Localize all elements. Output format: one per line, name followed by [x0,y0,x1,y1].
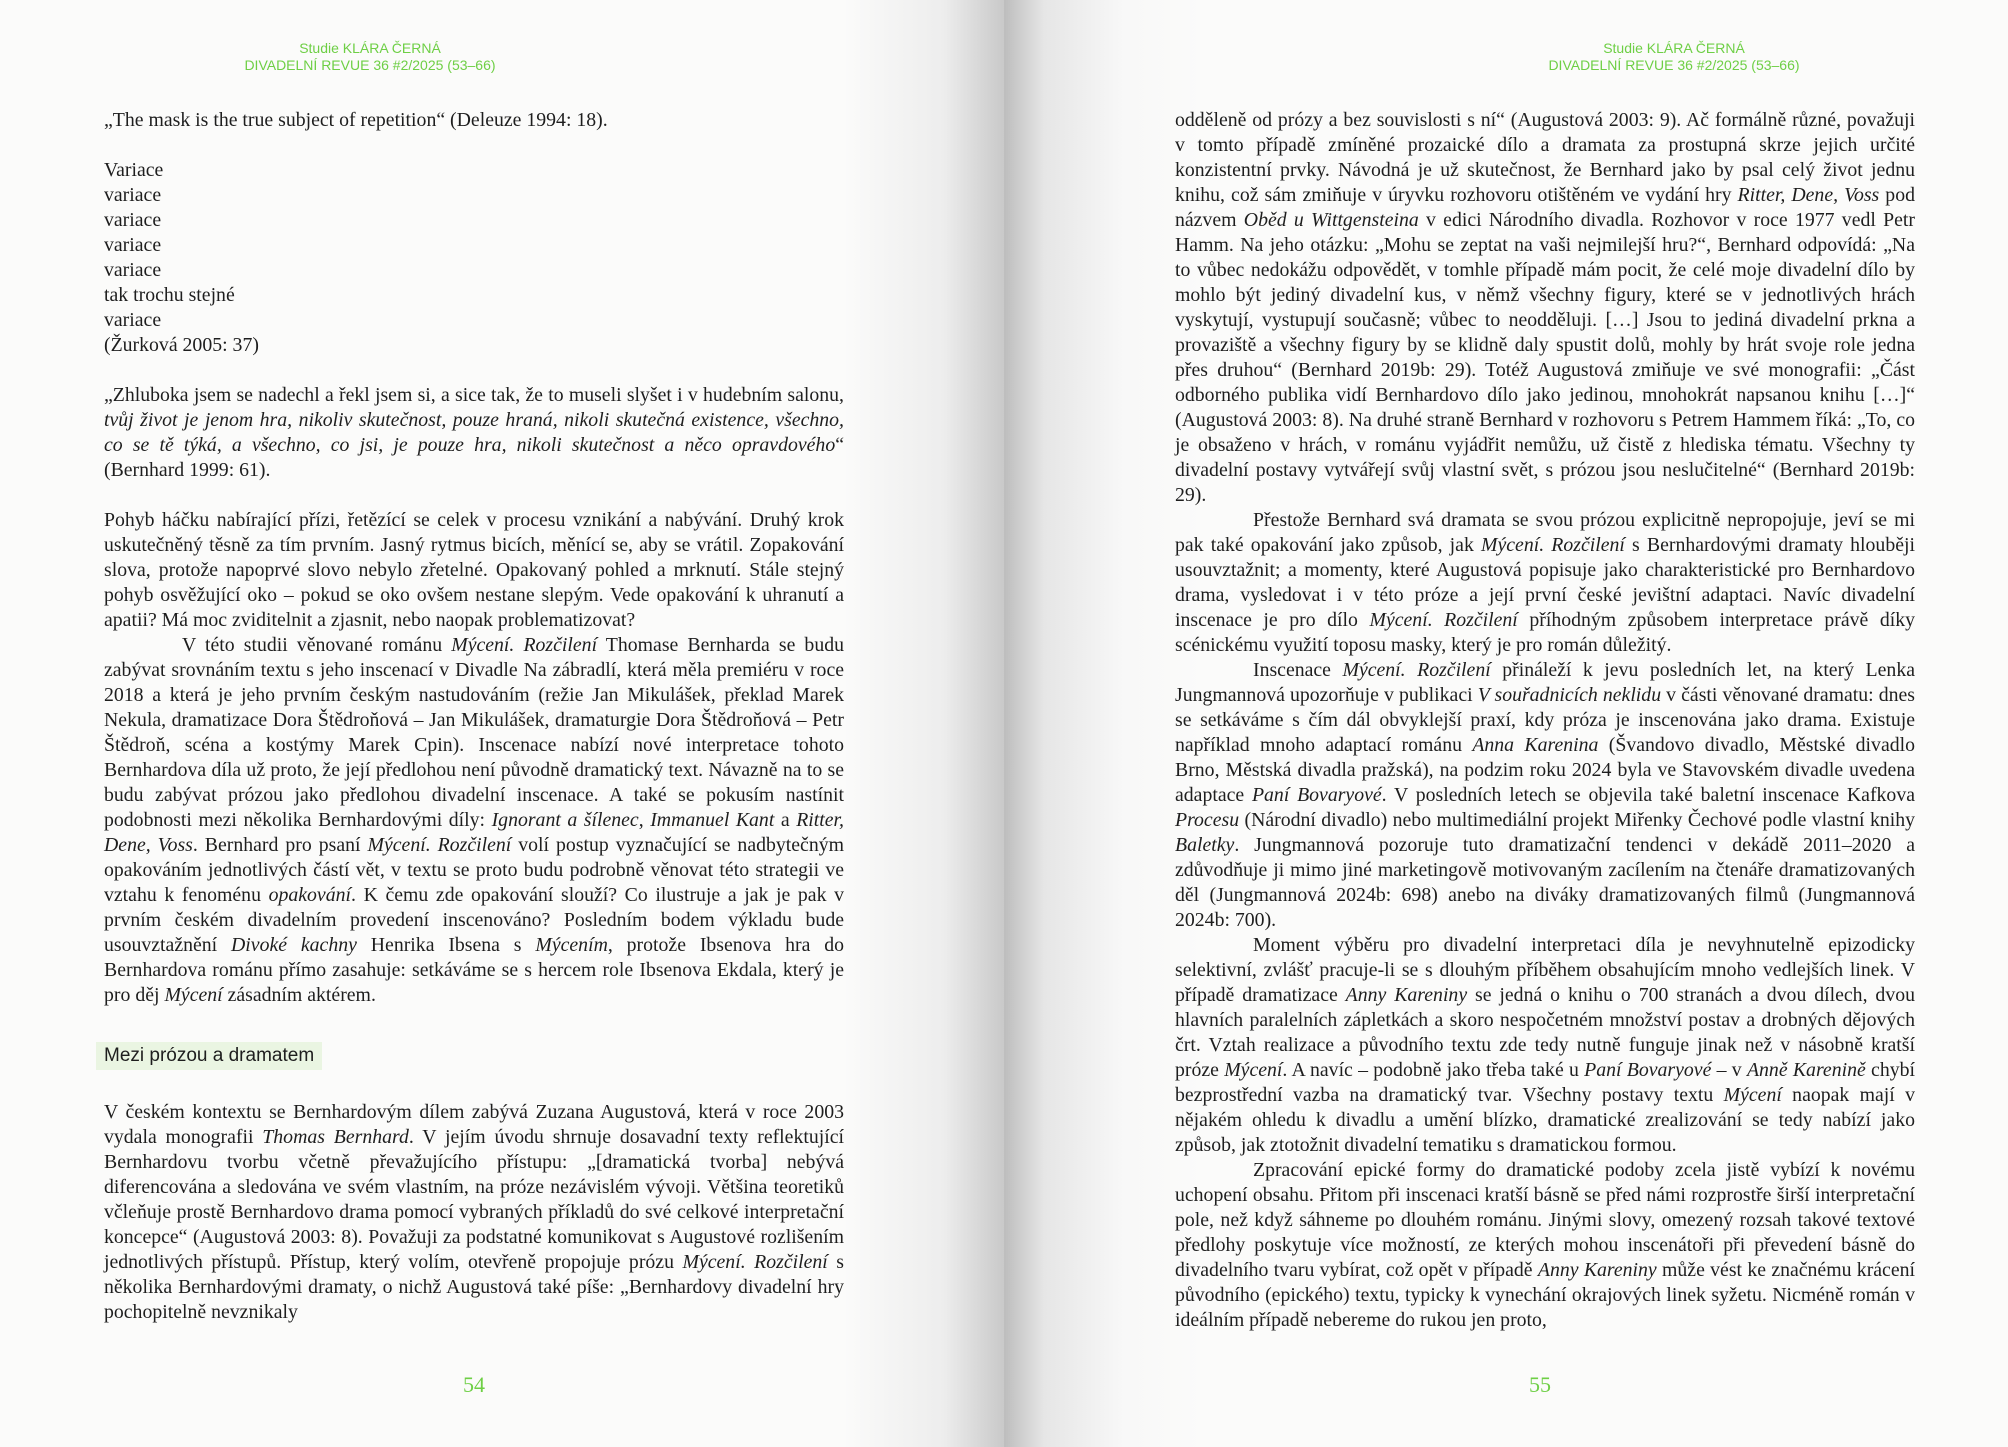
paragraph: Přestože Bernhard svá dramata se svou prózou explicitně nepropojuje, jeví se mi pak také opakování jako způsob, jak Mýcení. Rozčilení s Bernhardovými dramaty hlouběji usouvztažnit; a momenty, které Augustová popisuje jako charakteristické pro Bernhardovo drama, vysledovat i v této próze a její první české jevištní adaptaci. Navíc divadelní inscenace je pro dílo Mýcení. Rozčilení příhodným způsobem interpretace právě díky scénickému využití toposu masky, který je pro román důležitý. [1175,509,1915,656]
paragraph: V této studii věnované románu Mýcení. Rozčilení Thomase Bernharda se budu zabývat srovnáním textu s jeho inscenací v Divadle Na zábradlí, která měla premiéru v roce 2018 a která je jeho prvním českým nastudováním (režie Jan Mikulášek, překlad Marek Nekula, dramatizace Dora Štědroňová – Jan Mikulášek, dramaturgie Dora Štědroňová – Petr Štědroň, scéna a kostýmy Marek Cpin). Inscenace nabízí nové interpretace tohoto Bernhardova díla už proto, že její předlohou není původně dramatický text. Návazně na to se budu zabývat prózou jako předlohou divadelní inscenace. A také se pokusím nastínit podobnosti mezi několika Bernhardovými díly: Ignorant a šílenec, Immanuel Kant a Ritter, Dene, Voss. Bernhard pro psaní Mýcení. Rozčilení volí postup vyznačující se nadbytečným opakováním jednotlivých částí vět, v textu se proto budu podrobně věnovat této strategii ve vztahu k fenoménu opakování. K čemu zde opakování slouží? Co ilustruje a jak je pak v prvním českém divadelním provedení inscenováno? Posledním bodem výkladu bude usouvztažnění Divoké kachny Henrika Ibsena s Mýcením, protože Ibsenova hra do Bernhardova románu přímo zasahuje: setkáváme se s hercem role Ibsenova Ekdala, který je pro děj Mýcení zásadním aktérem. [104,634,844,1006]
page-number: 55 [1529,1372,1551,1397]
left-text-column [104,108,844,1325]
verse-line: variace [104,184,162,206]
paragraph: odděleně od prózy a bez souvislosti s ní“ (Augustová 2003: 9). Ač formálně různé, považuji v tomto případě zmíněné prozaické dílo a dramata za prostupná skrze jejich určité konzistentní prvky. Návodná je už skutečnost, že Bernhard jako by psal celý život jednu knihu, což sám zmiňuje v úryvku rozhovoru otištěném ve vydání hry Ritter, Dene, Voss pod názvem Oběd u Wittgensteina v edici Národního divadla. Rozhovor v roce 1977 vedl Petr Hamm. Na jeho otázku: „Mohu se zeptat na vaši nejmilejší hru?“, Bernhard odpovídá: „Na to vůbec nedokážu odpovědět, v tomhle případě mám pocit, že celé moje divadelní dílo by mohlo být jediný divadelní kus, v němž všechny figury, které se v jednotlivých hrách vyskytují, vystupují současně; vůbec to neodděluji. […] Jsou to jediná divadelní prkna a provaziště a všechny figury by se klidně daly spustit dolů, mohly by hrát svoje role jedna přes druhou“ (Bernhard 2019b: 29). Totéž Augustová zmiňuje ve své monografii: „Část odborného publika vidí Bernhardovo dílo jako jedinou, mnohokrát napsanou knihu […]“ (Augustová 2003: 8). Na druhé straně Bernhard v rozhovoru s Petrem Hammem říká: „To, co je obsaženo v hrách, v románu vyjádřit nemůžu, už čistě z hlediska tématu. Všechny ty divadelní postavy vytvářejí svůj vlastní svět, s prózou jsou neslučitelné“ (Bernhard 2019b: 29). [1175,109,1915,506]
paragraph: V českém kontextu se Bernhardovým dílem zabývá Zuzana Augustová, která v roce 2003 vydala monografii Thomas Bernhard. V jejím úvodu shrnuje dosavadní texty reflektující Bernhardovu tvorbu včetně převažujícího přístupu: „[dramatická tvorba] nebývá diferencována a sledována ve svém vlastním, na próze nezávislém vývoji. Většina teoretiků včleňuje prostě Bernhardovo drama pomocí vybraných příkladů do své celkové interpretační koncepce“ (Augustová 2003: 8). Považuji za podstatné komunikovat s Augustové rozlišením jednotlivých přístupů. Přístup, který volím, otevřeně propojuje prózu Mýcení. Rozčilení s několika Bernhardovými dramaty, o nichž Augustová také píše: „Bernhardovy divadelní hry pochopitelně nevznikaly [104,1101,845,1323]
page-number: 54 [463,1372,485,1397]
right-page [1004,0,2008,1447]
right-text-column [1175,108,1915,1333]
paragraph: Zpracování epické formy do dramatické podoby zcela jistě vybízí k novému uchopení obsahu. Přitom při inscenaci kratší básně se před námi rozprostře širší interpretační pole, než když sáhneme po dlouhém románu. Jinými slovy, omezený rozsah takové textové předlohy poskytuje více možností, ze kterých mohou inscenátoři při převedení básně do divadelního tvaru vybírat, což opět v případě Anny Kareniny může vést ke značnému krácení původního (epického) textu, typicky k vynechání okrajových linek syžetu. Nicméně román v ideálním případě nebereme do rukou jen proto, [1175,1159,1916,1331]
paragraph: Moment výběru pro divadelní interpretaci díla je nevyhnutelně epizodicky selektivní, zvlášť pracuje-li se s dlouhým příběhem obsahujícím mnoho vedlejších linek. V případě dramatizace Anny Kareniny se jedná o knihu o 700 stranách a dvou dílech, dvou hlavních paralelních zápletkách a skoro nespočetném množství postav a drobných dějových črt. Vztah realizace a původního textu zde tedy nutně funguje jinak než v násobně kratší próze Mýcení. A navíc – podobně jako třeba také u Paní Bovaryové – v Anně Karenině chybí bezprostřední vazba na dramatický tvar. Všechny postavy textu Mýcení naopak mají v nějakém ohledu k divadlu a umění blízko, dramatické zrealizování se tedy nabízí jako způsob, jak ztotožnit divadelní tematiku s dramatickou formou. [1175,934,1916,1156]
verse-line: variace [104,234,162,256]
running-header [0,40,740,74]
verse-citation: (Žurková 2005: 37) [104,334,259,356]
bernhard-quote: „Zhluboka jsem se nadechl a řekl jsem si, a sice tak, že to museli slyšet i v hudebním salonu, tvůj život je jenom hra, nikoliv skutečnost, pouze hraná, nikoli skutečná existence, všechno, co se tě týká, a všechno, co jsi, je pouze hra, nikoli skutečnost a něco opravdového“ (Bernhard 1999: 61). [104,384,844,481]
epigraph: „The mask is the true subject of repetition“ (Deleuze 1994: 18). [104,109,608,131]
header-line-2: DIVADELNÍ REVUE 36 #2/2025 (53–66) [244,57,496,73]
header-line-2: DIVADELNÍ REVUE 36 #2/2025 (53–66) [1548,57,1800,73]
header-line-1: Studie KLÁRA ČERNÁ [299,40,441,56]
verse-line: variace [104,209,162,231]
verse-line: tak trochu stejné [104,284,235,306]
verse-line: variace [104,309,162,331]
section-heading: Mezi prózou a dramatem [96,1042,322,1070]
header-line-1: Studie KLÁRA ČERNÁ [1603,40,1745,56]
verse-line: Variace [104,159,164,181]
verse-line: variace [104,259,162,281]
paragraph: Inscenace Mýcení. Rozčilení přináleží k jevu posledních let, na který Lenka Jungmannová upozorňuje v publikaci V souřadnicích neklidu v části věnované dramatu: dnes se setkáváme s čím dál obvyklejší praxí, kdy próza je inscenována jako drama. Existuje například mnoho adaptací románu Anna Karenina (Švandovo divadlo, Městské divadlo Brno, Městská divadla pražská), na podzim roku 2024 byla ve Stavovském divadle uvedena adaptace Paní Bovaryové. V posledních letech se objevila také baletní inscenace Kafkova Procesu (Národní divadlo) nebo multimediální projekt Miřenky Čechové podle vlastní knihy Baletky. Jungmannová pozoruje tuto dramatizační tendenci v dekádě 2011–2020 a zdůvodňuje ji mimo jiné marketingově motivovaným zacílením na čtenáře dramatizovaných děl (Jungmannová 2024b: 698) anebo na diváky dramatizovaných filmů (Jungmannová 2024b: 700). [1175,659,1915,931]
verse-block [104,158,844,358]
paragraph: Pohyb háčku nabírající přízi, řetězící se celek v procesu vznikání a nabývání. Druhý krok uskutečněný těsně za tím prvním. Jasný rytmus bicích, měnící se, aby se vrátil. Zopakování slova, protože napoprvé slovo nebylo zřetelné. Opakovaný pohled a mrknutí. Stále stejný pohyb osvěžující oko – pokud se oko ovšem nestane slepým. Vede opakování k uhranutí a apatii? Má moc zviditelnit a zjasnit, nebo naopak problematizovat? [104,509,844,631]
running-header [1304,40,2008,74]
